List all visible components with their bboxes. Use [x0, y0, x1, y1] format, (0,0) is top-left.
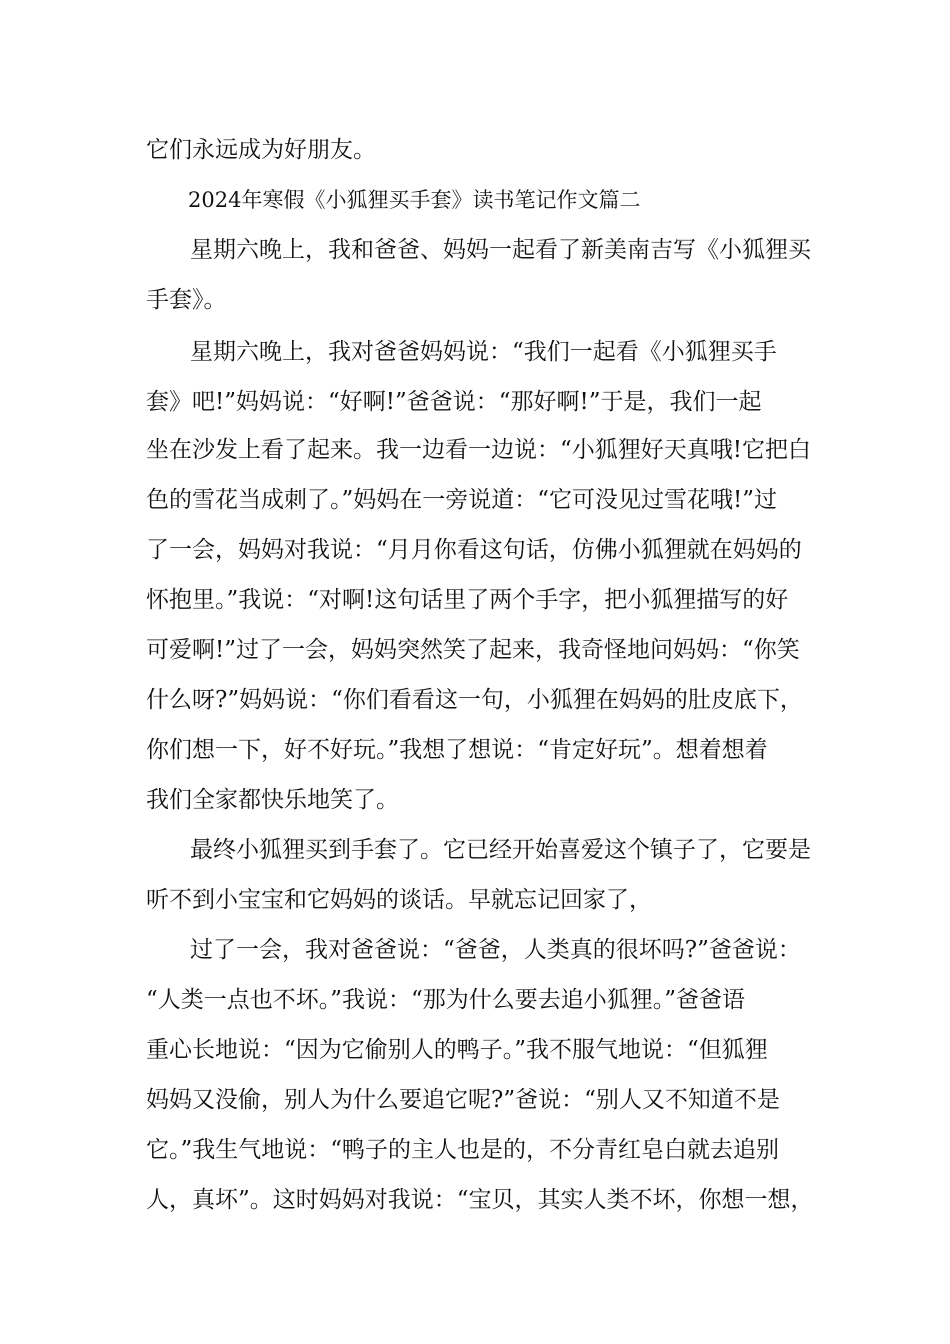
section-title: 2024年寒假《小狐狸买手套》读书笔记作文篇二 — [188, 188, 641, 212]
text-line: 它们永远成为好朋友。 — [146, 137, 376, 163]
text-line: 它。”我生气地说：“鸭子的主人也是的，不分青红皂白就去追别 — [146, 1137, 780, 1163]
text-line: 色的雪花当成刺了。”妈妈在一旁说道：“它可没见过雪花哦!”过 — [146, 487, 778, 513]
text-line: 星期六晚上，我和爸爸、妈妈一起看了新美南吉写《小狐狸买 — [190, 237, 811, 263]
text-line: 我们全家都快乐地笑了。 — [146, 787, 399, 813]
text-line: 最终小狐狸买到手套了。它已经开始喜爱这个镇子了，它要是 — [190, 837, 811, 863]
text-line: 妈妈又没偷，别人为什么要追它呢?”爸说：“别人又不知道不是 — [146, 1087, 780, 1113]
text-line: 可爱啊!”过了一会，妈妈突然笑了起来，我奇怪地问妈妈：“你笑 — [146, 637, 800, 663]
text-line: 星期六晚上，我对爸爸妈妈说：“我们一起看《小狐狸买手 — [190, 339, 777, 365]
text-line: “人类一点也不坏。”我说：“那为什么要去追小狐狸。”爸爸语 — [146, 987, 746, 1013]
text-line: 坐在沙发上看了起来。我一边看一边说：“小狐狸好天真哦!它把白 — [146, 437, 812, 463]
text-line: 套》吧!”妈妈说：“好啊!”爸爸说：“那好啊!”于是，我们一起 — [146, 389, 762, 415]
text-line: 了一会，妈妈对我说：“月月你看这句话，仿佛小狐狸就在妈妈的 — [146, 537, 802, 563]
text-line: 听不到小宝宝和它妈妈的谈话。早就忘记回家了， — [146, 887, 652, 913]
text-line: 你们想一下，好不好玩。”我想了想说：“肯定好玩”。想着想着 — [146, 737, 768, 763]
text-line: 过了一会，我对爸爸说：“爸爸，人类真的很坏吗?”爸爸说： — [190, 937, 801, 963]
text-line: 人，真坏”。这时妈妈对我说：“宝贝，其实人类不坏，你想一想， — [146, 1187, 814, 1213]
text-line: 怀抱里。”我说：“对啊!这句话里了两个手字，把小狐狸描写的好 — [146, 587, 789, 613]
text-line: 手套》。 — [146, 287, 227, 313]
text-line: 什么呀?”妈妈说：“你们看看这一句，小狐狸在妈妈的肚皮底下， — [146, 687, 803, 713]
text-line: 重心长地说：“因为它偷别人的鸭子。”我不服气地说：“但狐狸 — [146, 1037, 768, 1063]
